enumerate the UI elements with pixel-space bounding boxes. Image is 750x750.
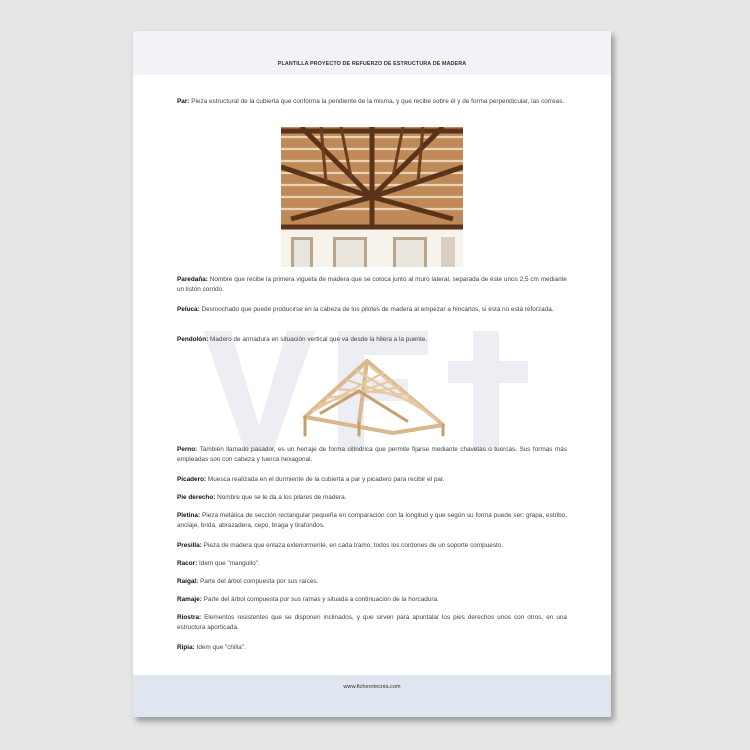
glossary-entry-racor	[177, 559, 567, 569]
glossary-entry-perno	[177, 445, 567, 465]
term: Pie derecho:	[177, 494, 216, 501]
term: Par:	[177, 98, 190, 105]
definition: Idem que "chilla".	[194, 644, 246, 651]
header-title: PLANTILLA PROYECTO DE REFUERZO DE ESTRUCTURA DE MADERA	[277, 61, 467, 67]
definition: Muesca realizada en el durmiente de la cubierta a par y picadero para recibir el par.	[206, 476, 445, 483]
glossary-entry-ripia	[177, 643, 567, 653]
glossary-entry-picadero	[177, 475, 567, 485]
definition: Elementos resistentes que se disponen inclinados, y que sirven para apuntalar los pies derechos unos con otros, en una estructura aporticada.	[177, 614, 567, 631]
term: Peluca:	[177, 306, 200, 313]
definition: Nombre que se le da a los pilares de madera.	[215, 494, 347, 501]
page-footer	[133, 675, 611, 717]
definition: Pieza estructural de la cubierta que conforma la pendiente de la misma, y que recibe sobre él y de forma perpendicular, las correas.	[189, 98, 565, 105]
glossary-entry-ramaje	[177, 595, 567, 605]
definition: Nombre que recibe la primera vigueta de madera que se coloca junto al muro lateral, separada de éste unos 2,5 cm mediante un listón corrido.	[177, 276, 567, 293]
definition: Madero de armadura en situación vertical que va desde la hilera a la puente.	[208, 336, 428, 343]
footer-url: www.ficherotecnia.com	[343, 684, 401, 690]
glossary-entry-pendolon	[177, 335, 567, 345]
definition: Pieza metálica de sección rectangular pequeña en comparación con la longitud y que según su forma puede ser: grapa, estribo, anclaje, brida, abrazadera, cepo, braga y tirafondos.	[177, 512, 567, 529]
term: Pletina:	[177, 512, 201, 519]
definition: Idem que "mangullo".	[197, 560, 260, 567]
wooden-truss-render	[297, 351, 451, 437]
document-page	[133, 31, 611, 717]
glossary-entry-par	[177, 97, 567, 107]
glossary-entry-presilla	[177, 541, 567, 551]
definition: Desmochado que puede producirse en la cabeza de los pilotes de madera al empezar a hincarlos, si ésta no está reforzada.	[199, 306, 554, 313]
term: Raigal:	[177, 578, 199, 585]
glossary-entry-riostra	[177, 613, 567, 633]
glossary-entry-raigal	[177, 577, 567, 587]
definition: Parte del árbol compuesta por sus raíces.	[198, 578, 319, 585]
term: Paredaña:	[177, 276, 208, 283]
term: Pendolón:	[177, 336, 209, 343]
wooden-ceiling-photo	[281, 127, 463, 267]
term: Ripia:	[177, 644, 195, 651]
term: Ramaje:	[177, 596, 202, 603]
definition: Parte del árbol compuesta por sus ramas y situada a continuación de la horcadura.	[201, 596, 439, 603]
glossary-entry-paredana	[177, 275, 567, 295]
glossary-entry-pie-derecho	[177, 493, 567, 503]
term: Presilla:	[177, 542, 202, 549]
term: Riostra:	[177, 614, 202, 621]
glossary-entry-pletina	[177, 511, 567, 531]
glossary-entry-peluca	[177, 305, 567, 315]
page-header	[133, 31, 611, 75]
definition: Pieza de madera que enlaza exteriormente, en cada tramo, todos los cordones de un soporte compuesto.	[201, 542, 504, 549]
term: Racor:	[177, 560, 198, 567]
term: Picadero:	[177, 476, 207, 483]
term: Perno:	[177, 446, 198, 453]
definition: También llamado pasador, es un herraje de forma cilíndrica que permite fijarse mediante chavetas o tuercas. Sus formas más empleadas son con cabeza y tuerca hexagonal.	[177, 446, 567, 463]
